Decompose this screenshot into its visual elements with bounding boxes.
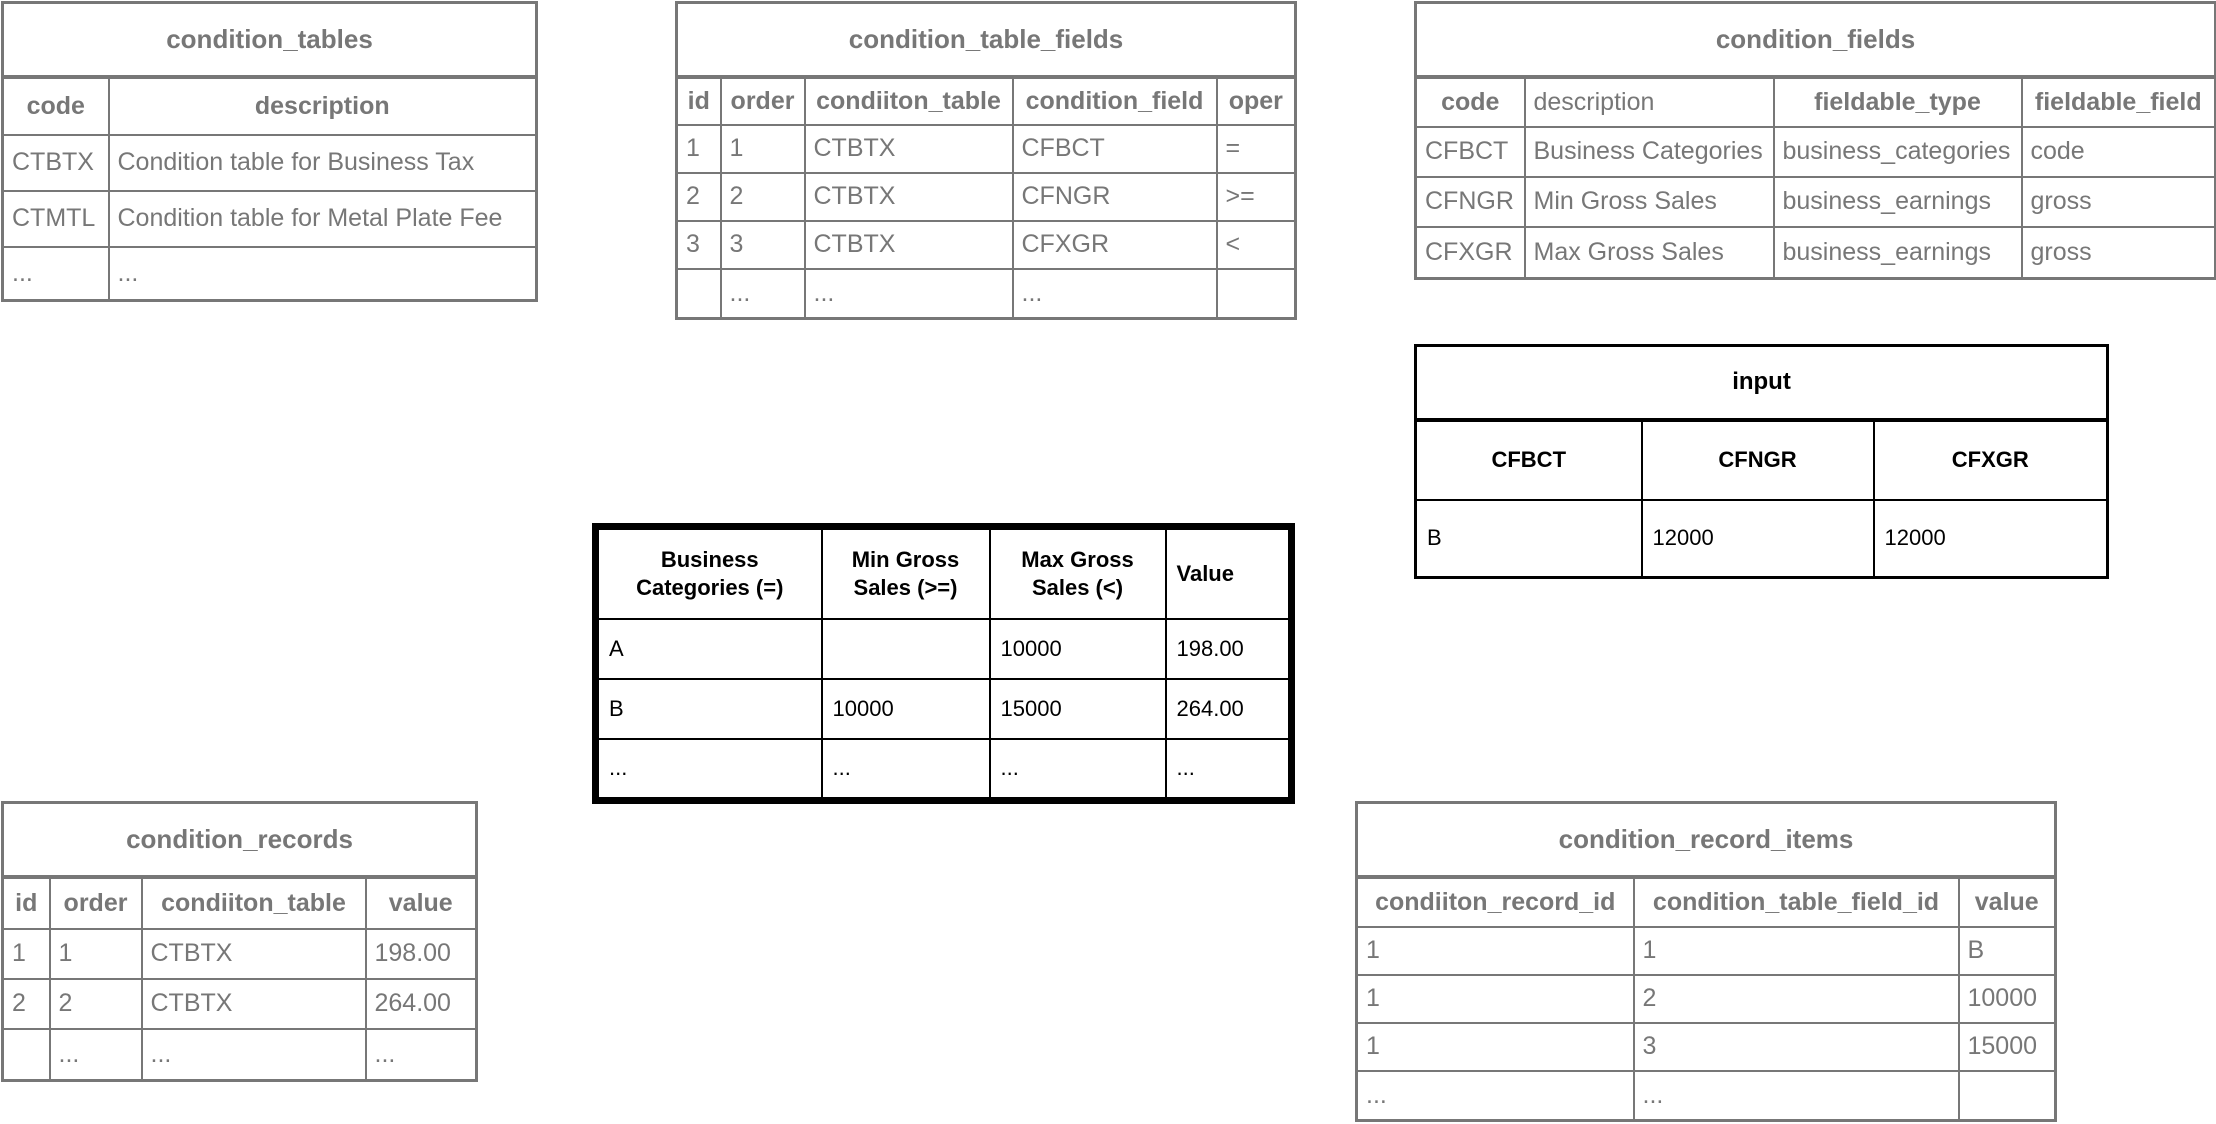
table-cell: CFNGR [1013, 173, 1217, 221]
table-cell: B [1959, 927, 2056, 975]
table-row [1416, 127, 2216, 177]
table-row [3, 1029, 477, 1081]
table-cell: CTMTL [3, 191, 109, 247]
table-cell: 1 [677, 125, 721, 173]
table-cell: ... [1357, 1071, 1634, 1121]
column-header: value [1959, 877, 2056, 927]
table-row [596, 619, 1292, 679]
table-cell: 198.00 [1166, 619, 1292, 679]
condition-tables-table [1, 1, 538, 302]
column-header: order [721, 77, 805, 125]
column-header: CFXGR [1874, 420, 2108, 500]
table-cell: 10000 [990, 619, 1166, 679]
table-cell: Max Gross Sales [1525, 227, 1774, 279]
table-cell: 1 [50, 929, 142, 979]
table-cell [822, 619, 990, 679]
table-row [677, 173, 1296, 221]
table-cell: 12000 [1874, 500, 2108, 578]
condition-records-table [1, 801, 478, 1082]
table-cell: 10000 [1959, 975, 2056, 1023]
table-cell: CTBTX [142, 929, 366, 979]
column-header: condiiton_table [805, 77, 1013, 125]
table-row [596, 679, 1292, 739]
table-cell: CTBTX [3, 135, 109, 191]
table-cell: 10000 [822, 679, 990, 739]
table-cell: ... [805, 269, 1013, 319]
table-cell: Condition table for Metal Plate Fee [109, 191, 537, 247]
table-cell: CTBTX [805, 125, 1013, 173]
table-cell: 15000 [990, 679, 1166, 739]
column-header: value [366, 877, 477, 929]
table-row [3, 979, 477, 1029]
table-cell: ... [50, 1029, 142, 1081]
table-cell: B [1416, 500, 1642, 578]
table-row [3, 247, 537, 301]
table-row [1416, 500, 2108, 578]
column-header: id [3, 877, 50, 929]
table-cell [1217, 269, 1296, 319]
table-row [677, 125, 1296, 173]
column-header: fieldable_type [1774, 77, 2022, 127]
table-cell: ... [1013, 269, 1217, 319]
column-header: code [3, 77, 109, 135]
column-header: id [677, 77, 721, 125]
table-cell: 264.00 [366, 979, 477, 1029]
table-cell: CTBTX [142, 979, 366, 1029]
table-cell: 1 [1357, 1023, 1634, 1071]
column-header: condition_table_field_id [1634, 877, 1959, 927]
table-cell: 1 [1357, 975, 1634, 1023]
table-cell: CFXGR [1013, 221, 1217, 269]
table-cell: code [2022, 127, 2216, 177]
condition-table-fields-table [675, 1, 1297, 320]
column-header: condiiton_record_id [1357, 877, 1634, 927]
column-header: Max Gross Sales (<) [990, 527, 1166, 619]
table-cell: CTBTX [805, 221, 1013, 269]
table-row [1357, 927, 2056, 975]
table-cell: 3 [1634, 1023, 1959, 1071]
table-cell: ... [1634, 1071, 1959, 1121]
table-cell: 198.00 [366, 929, 477, 979]
table-row [677, 221, 1296, 269]
table-cell: 12000 [1642, 500, 1874, 578]
table-cell: gross [2022, 227, 2216, 279]
table-cell: business_categories [1774, 127, 2022, 177]
table-cell: 15000 [1959, 1023, 2056, 1071]
table-cell: ... [822, 739, 990, 801]
table-cell: 264.00 [1166, 679, 1292, 739]
column-header: CFNGR [1642, 420, 1874, 500]
table-cell: ... [109, 247, 537, 301]
condition-matrix-table [592, 523, 1295, 804]
column-header: description [109, 77, 537, 135]
table-cell: 1 [3, 929, 50, 979]
table-cell: 2 [677, 173, 721, 221]
table-cell: ... [721, 269, 805, 319]
condition-record-items-table [1355, 801, 2057, 1122]
table-cell [677, 269, 721, 319]
table-cell: B [596, 679, 822, 739]
table-cell: 2 [50, 979, 142, 1029]
table-cell: 3 [677, 221, 721, 269]
table-cell: ... [3, 247, 109, 301]
table-cell: 1 [721, 125, 805, 173]
table-row [3, 929, 477, 979]
table-cell: < [1217, 221, 1296, 269]
table-row [596, 739, 1292, 801]
table-row [1416, 177, 2216, 227]
table-cell: gross [2022, 177, 2216, 227]
table-cell: Business Categories [1525, 127, 1774, 177]
table-title: condition_records [3, 803, 477, 877]
table-cell: business_earnings [1774, 227, 2022, 279]
table-row [3, 191, 537, 247]
table-row [1357, 1071, 2056, 1121]
table-cell: ... [142, 1029, 366, 1081]
column-header: fieldable_field [2022, 77, 2216, 127]
column-header: CFBCT [1416, 420, 1642, 500]
table-cell: 3 [721, 221, 805, 269]
table-cell: >= [1217, 173, 1296, 221]
column-header: code [1416, 77, 1525, 127]
table-row [1357, 1023, 2056, 1071]
table-cell: 1 [1634, 927, 1959, 975]
input-table [1414, 344, 2109, 579]
table-cell: CFXGR [1416, 227, 1525, 279]
table-title: condition_fields [1416, 3, 2216, 77]
table-row [1357, 975, 2056, 1023]
table-row [3, 135, 537, 191]
table-title: condition_record_items [1357, 803, 2056, 877]
table-cell: 2 [721, 173, 805, 221]
table-cell: Condition table for Business Tax [109, 135, 537, 191]
table-title: input [1416, 346, 2108, 420]
table-cell: CTBTX [805, 173, 1013, 221]
table-cell: = [1217, 125, 1296, 173]
table-cell: ... [366, 1029, 477, 1081]
table-cell: Min Gross Sales [1525, 177, 1774, 227]
table-cell: A [596, 619, 822, 679]
table-cell [3, 1029, 50, 1081]
column-header: condiiton_table [142, 877, 366, 929]
table-cell: 1 [1357, 927, 1634, 975]
column-header: description [1525, 77, 1774, 127]
table-row [677, 269, 1296, 319]
column-header: condition_field [1013, 77, 1217, 125]
table-cell [1959, 1071, 2056, 1121]
table-title: condition_tables [3, 3, 537, 77]
column-header: oper [1217, 77, 1296, 125]
table-cell: ... [990, 739, 1166, 801]
table-title: condition_table_fields [677, 3, 1296, 77]
column-header: order [50, 877, 142, 929]
table-cell: 2 [3, 979, 50, 1029]
table-cell: CFBCT [1013, 125, 1217, 173]
column-header: Min Gross Sales (>=) [822, 527, 990, 619]
table-cell: CFBCT [1416, 127, 1525, 177]
table-cell: CFNGR [1416, 177, 1525, 227]
column-header: Business Categories (=) [596, 527, 822, 619]
table-cell: 2 [1634, 975, 1959, 1023]
column-header: Value [1166, 527, 1292, 619]
table-cell: business_earnings [1774, 177, 2022, 227]
table-cell: ... [596, 739, 822, 801]
table-row [1416, 227, 2216, 279]
condition-fields-table [1414, 1, 2216, 280]
table-cell: ... [1166, 739, 1292, 801]
